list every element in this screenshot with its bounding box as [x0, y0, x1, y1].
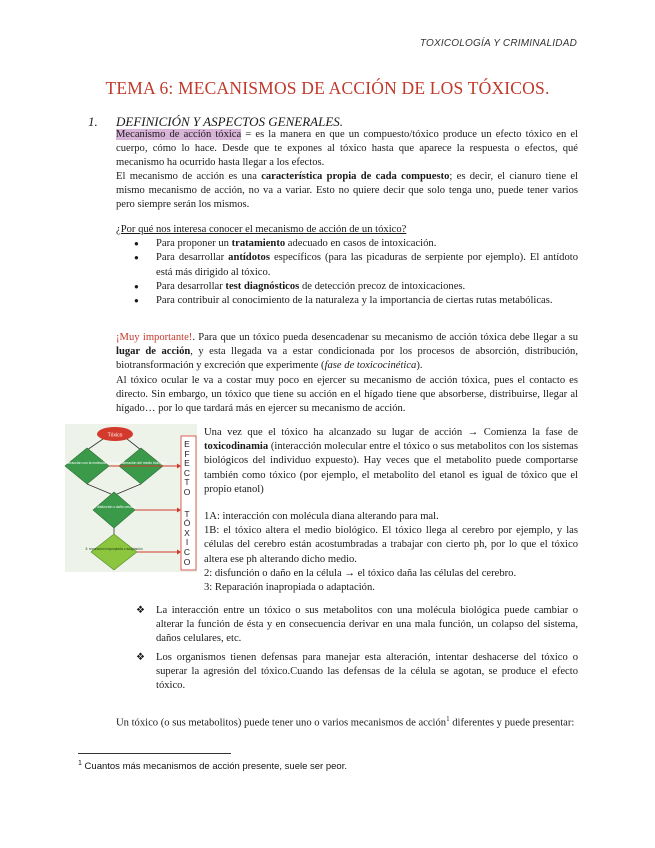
side-letter: T	[184, 477, 190, 488]
list-item: ● Para desarrollar test diagnósticos de detección precoz de intoxicaciones.	[116, 280, 578, 294]
highlighted-term: Mecanismo de acción tóxica	[116, 129, 242, 140]
side-word-toxico	[180, 510, 194, 568]
side-letter: O	[183, 486, 191, 497]
step-1a: 1A: interacción con molécula diana alterando para mal.	[204, 511, 439, 522]
important-paragraph: ¡Muy importante!. Para que un tóxico pueda desencadenar su mecanismo de acción tóxica debe llegar a su lugar de acción, y esta llegada va a estar condicionada por los procesos de absorción, distribución, biotransformación y excreción que experimente (fase de toxicocinética).	[116, 332, 578, 372]
side-letter: E	[184, 458, 190, 469]
toxic-node-label: Tóxico	[107, 432, 123, 439]
defense-notes	[116, 604, 578, 697]
side-letter: C	[183, 467, 191, 478]
side-letter: C	[183, 546, 191, 557]
side-letter: Ó	[183, 518, 191, 529]
section-number: 1.	[88, 114, 98, 129]
reasons-list	[116, 237, 578, 308]
running-header: TOXICOLOGÍA Y CRIMINALIDAD	[419, 38, 577, 49]
ocular-paragraph: Al tóxico ocular le va a costar muy poco en ejercer su mecanismo de acción tóxica, pues el contacto es directo. Sin embargo, un tóxico que tiene su acción en el hígado tiene que absorberse, distribuirse, llegar al hígado… por lo que tardará más en ejercer su mecanismo de acción.	[116, 375, 578, 415]
notes-list	[116, 604, 578, 693]
steps-block	[204, 510, 578, 595]
characteristic-paragraph	[116, 170, 578, 213]
definition-text: = es la manera en que un compuesto/tóxico produce un efecto tóxico en el cuerpo, cómo lo hace. Desde que te expones al tóxico hasta que aparece la respuesta o efectos, qué mecanismo ha ocurrido hasta llegar a los efectos.	[116, 129, 578, 169]
list-item: ● Para proponer un tratamiento adecuado en casos de intoxicación.	[116, 237, 578, 251]
page-title: TEMA 6: MECANISMOS DE ACCIÓN DE LOS TÓXICOS.	[105, 78, 550, 98]
footnote-mark: 1	[78, 760, 82, 767]
toxicodynamics-paragraph: Una vez que el tóxico ha alcanzado su lugar de acción → Comienza la fase de toxicodinamia (interacción molecular entre el tóxico o sus metabolitos con los sistemas biológicos del individuo expuesto). Hay veces que el metabolito puede comportarse también como tóxico (por ejemplo, el metabolito del etanol es igual de tóxico que el propio etanol)	[204, 427, 578, 495]
side-letter: I	[185, 537, 189, 548]
diamond-1b-label: 1B: alteración del medio biológico	[115, 461, 167, 465]
step-2: 2: disfunción o daño en la célula → el tóxico daña las células del cerebro.	[204, 567, 517, 579]
side-letter: E	[184, 439, 190, 449]
diamond-1a-label: 1A: interacción con la molécula diana	[58, 461, 116, 465]
side-letter: O	[183, 556, 191, 567]
footnote-text: Cuantos más mecanismos de acción presente, suele ser peor.	[81, 761, 347, 773]
question-heading: ¿Por qué nos interesa conocer el mecanismo de acción de un tóxico?	[116, 224, 407, 235]
diamond-2-label: 2: disfunción o daño celular	[93, 505, 135, 509]
list-item: ● Para contribuir al conocimiento de la naturaleza y la importancia de ciertas rutas metabólicas.	[116, 294, 578, 308]
step-3: 3: Reparación inapropiada o adaptación.	[204, 582, 375, 594]
effect-vertical-label	[180, 440, 194, 567]
side-letter: F	[184, 448, 190, 459]
important-label: ¡Muy importante!	[116, 332, 193, 343]
toxicity-flow-diagram	[58, 424, 197, 572]
step-1b: 1B: el tóxico altera el medio biológico. El tóxico llega al cerebro por ejemplo, y las células del cerebro están acostumbradas a trabajar con cierto ph, por lo que el tóxico altera ese ph alterando dicho medio.	[204, 525, 578, 565]
section-title: DEFINICIÓN Y ASPECTOS GENERALES.	[116, 114, 344, 129]
diamond-3-label: 3: reparación inapropiada o adaptación	[85, 547, 143, 551]
text: ; es decir, el cianuro tiene el mismo mecanismo de acción, no va a variar. Esto no quiere decir que solo tenga uno, puede tener varios pero siempre serán los mismos.	[116, 171, 578, 211]
side-word-efecto	[180, 440, 194, 498]
side-letter: X	[184, 527, 190, 538]
question-block	[116, 223, 578, 308]
text: El mecanismo de acción es una	[116, 171, 262, 182]
footnote	[78, 760, 347, 772]
mechanisms-paragraph: Un tóxico (o sus metabolitos) puede tener uno o varios mecanismos de acción$^1$ diferentes y puede presentar:	[116, 715, 575, 729]
bold-text: característica propia de cada compuesto	[261, 171, 450, 182]
footnote-ref: 1	[446, 715, 450, 723]
list-item: ● Para desarrollar antídotos específicos (para las picaduras de serpiente por ejemplo). El antídoto está más dirigido al tóxico.	[116, 251, 578, 279]
footnote-rule	[78, 753, 231, 754]
definition-paragraph	[116, 128, 578, 171]
list-item: ❖ La interacción entre un tóxico o sus metabolitos con una molécula biológica puede cambiar o alterar la función de ésta y en consecuencia derivar en una mala función, un colapso del sistema, daños celulares, etc.	[116, 604, 578, 647]
side-letter: T	[184, 508, 190, 519]
list-item: ❖ Los organismos tienen defensas para manejar esta alteración, intentar deshacerse del tóxico o superar la agresión del tóxico.Cuando las defensas de la célula se agotan, se produce el efecto tóxico.	[116, 651, 578, 694]
